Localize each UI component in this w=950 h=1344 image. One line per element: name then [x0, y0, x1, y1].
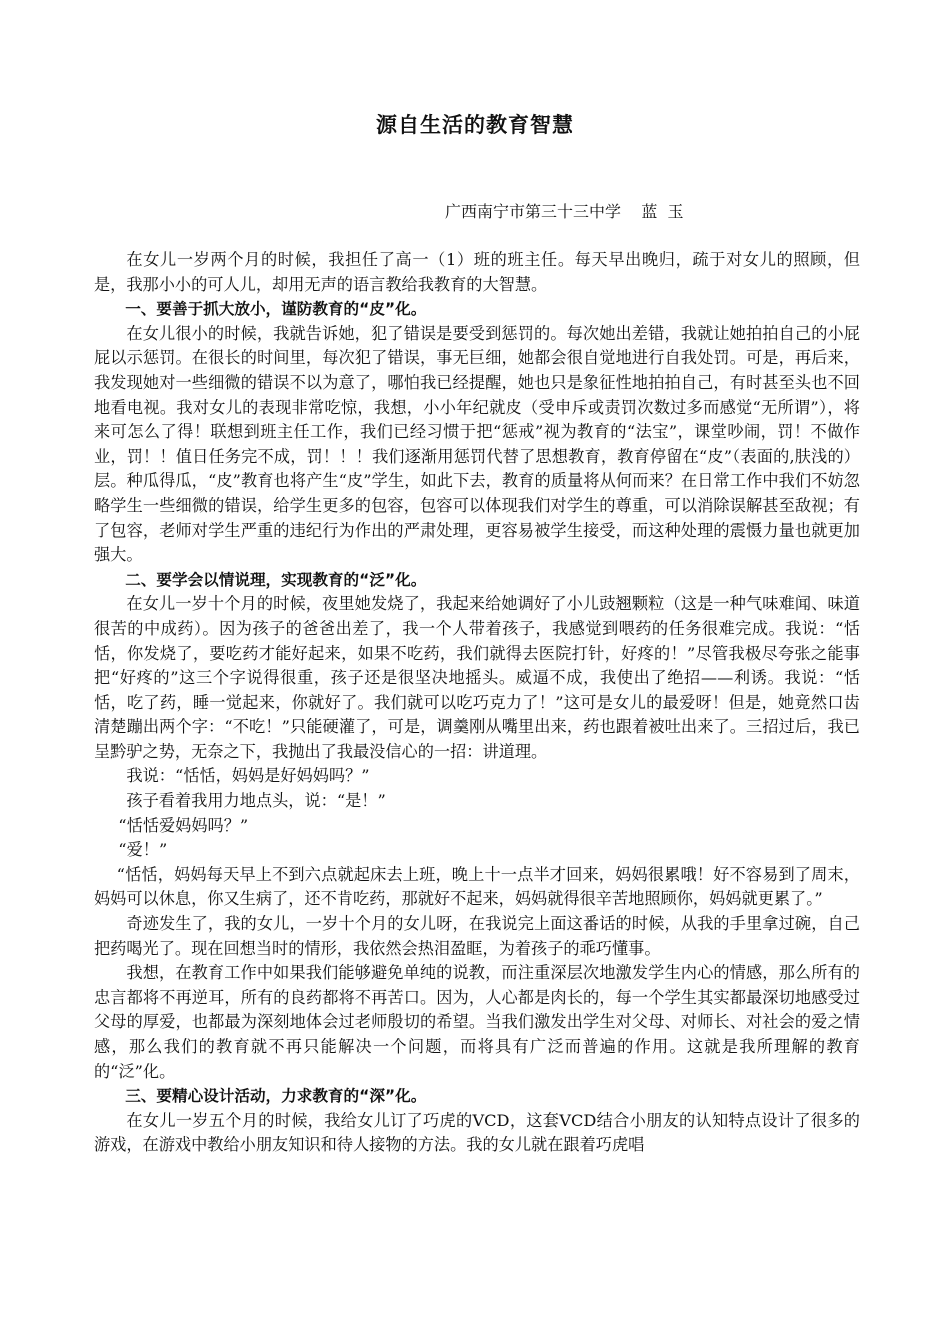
paragraph: “爱！”: [118, 840, 168, 860]
paragraph: “恬恬，妈妈每天早上不到六点就起床去上班，晚上十一点半才回来，妈妈很累哦！好不容易到了周末，妈妈可以休息，你又生病了，还不肯吃药，那就好不起来，妈妈就得很辛苦地照顾你，妈妈就更累了。”: [94, 864, 860, 909]
author-line: 广西南宁市第三十三中学 蓝 玉: [445, 202, 684, 221]
section-heading: 一、要善于抓大放小，谨防教育的“皮”化。: [125, 300, 427, 319]
paragraph: 我想，在教育工作中如果我们能够避免单纯的说教，而注重深层次地激发学生内心的情感，那么所有的忠言都将不再逆耳，所有的良药都将不再苦口。因为，人心都是肉长的，每一个学生其实都最深切地感受过父母的厚爱，也都最为深刻地体会过老师殷切的希望。当我们激发出学生对父母、对师长、对社会的爱之情感，那么我们的教育就不再只能解决一个问题，而将具有广泛而普遍的作用。这就是我所理解的教育的“泛”化。: [94, 963, 860, 1081]
section-heading: 三、要精心设计活动，力求教育的“深”化。: [125, 1087, 427, 1106]
paragraph: 在女儿一岁十个月的时候，夜里她发烧了，我起来给她调好了小儿豉翘颗粒（这是一种气味难闻、味道很苦的中成药）。因为孩子的爸爸出差了，我一个人带着孩子，我感觉到喂药的任务很难完成。我说：“恬恬，你发烧了，要吃药才能好起来，如果不吃药，我们就得去医院打针，好疼的！”尽管我极尽夸张之能事把“好疼的”这三个字说得很重，孩子还是很坚决地摇头。威逼不成，我使出了绝招——利诱。我说：“恬恬，吃了药，睡一觉起来，你就好了。我们就可以吃巧克力了！”这可是女儿的最爱呀！但是，她竟然口齿清楚蹦出两个字：“不吃！”只能硬灌了，可是，调羹刚从嘴里出来，药也跟着被吐出来了。三招过后，我已呈黔驴之势，无奈之下，我抛出了我最没信心的一招：讲道理。: [94, 594, 860, 761]
document-title: 源自生活的教育智慧: [376, 113, 574, 137]
paragraph: 孩子看着我用力地点头，说：“是！”: [126, 791, 386, 811]
paragraph: “恬恬爱妈妈吗？”: [118, 815, 249, 835]
paragraph: 我说：“恬恬，妈妈是好妈妈吗？”: [126, 766, 370, 786]
paragraph: 奇迹发生了，我的女儿，一岁十个月的女儿呀，在我说完上面这番话的时候，从我的手里拿过碗，自己把药喝光了。现在回想当时的情形，我依然会热泪盈眶，为着孩子的乖巧懂事。: [94, 914, 860, 958]
paragraph: 在女儿很小的时候，我就告诉她，犯了错误是要受到惩罚的。每次她出差错，我就让她拍拍自己的小屁屁以示惩罚。在很长的时间里，每次犯了错误，事无巨细，她都会很自觉地进行自我处罚。可是，再后来，我发现她对一些细微的错误不以为意了，哪怕我已经提醒，她也只是象征性地拍拍自己，有时甚至头也不回地看电视。我对女儿的表现非常吃惊，我想，小小年纪就皮（受申斥或责罚次数过多而感觉“无所谓”），将来可怎么了得！联想到班主任工作，我们已经习惯于把“惩戒”视为教育的“法宝”，课堂吵闹，罚！不做作业，罚！！值日任务完不成，罚！！！我们逐渐用惩罚代替了思想教育，教育停留在“皮”（表面的,肤浅的）层。种瓜得瓜，“皮”教育也将产生“皮”学生，如此下去，教育的质量将从何而来？在日常工作中我们不妨忽略学生一些细微的错误，给学生更多的包容，包容可以体现我们对学生的尊重，可以消除误解甚至敌视；有了包容，老师对学生严重的违纪行为作出的严肃处理，更容易被学生接受，而这种处理的震慑力量也就更加强大。: [94, 323, 860, 565]
paragraph: 在女儿一岁五个月的时候，我给女儿订了巧虎的VCD，这套VCD结合小朋友的认知特点设计了很多的游戏，在游戏中教给小朋友知识和待人接物的方法。我的女儿就在跟着巧虎唱: [94, 1110, 860, 1155]
section-heading: 二、要学会以情说理，实现教育的“泛”化。: [125, 570, 427, 589]
paragraph: 在女儿一岁两个月的时候，我担任了高一（1）班的班主任。每天早出晚归，疏于对女儿的照顾，但是，我那小小的可人儿，却用无声的语言教给我教育的大智慧。: [94, 250, 860, 294]
document-body: [94, 248, 860, 1158]
